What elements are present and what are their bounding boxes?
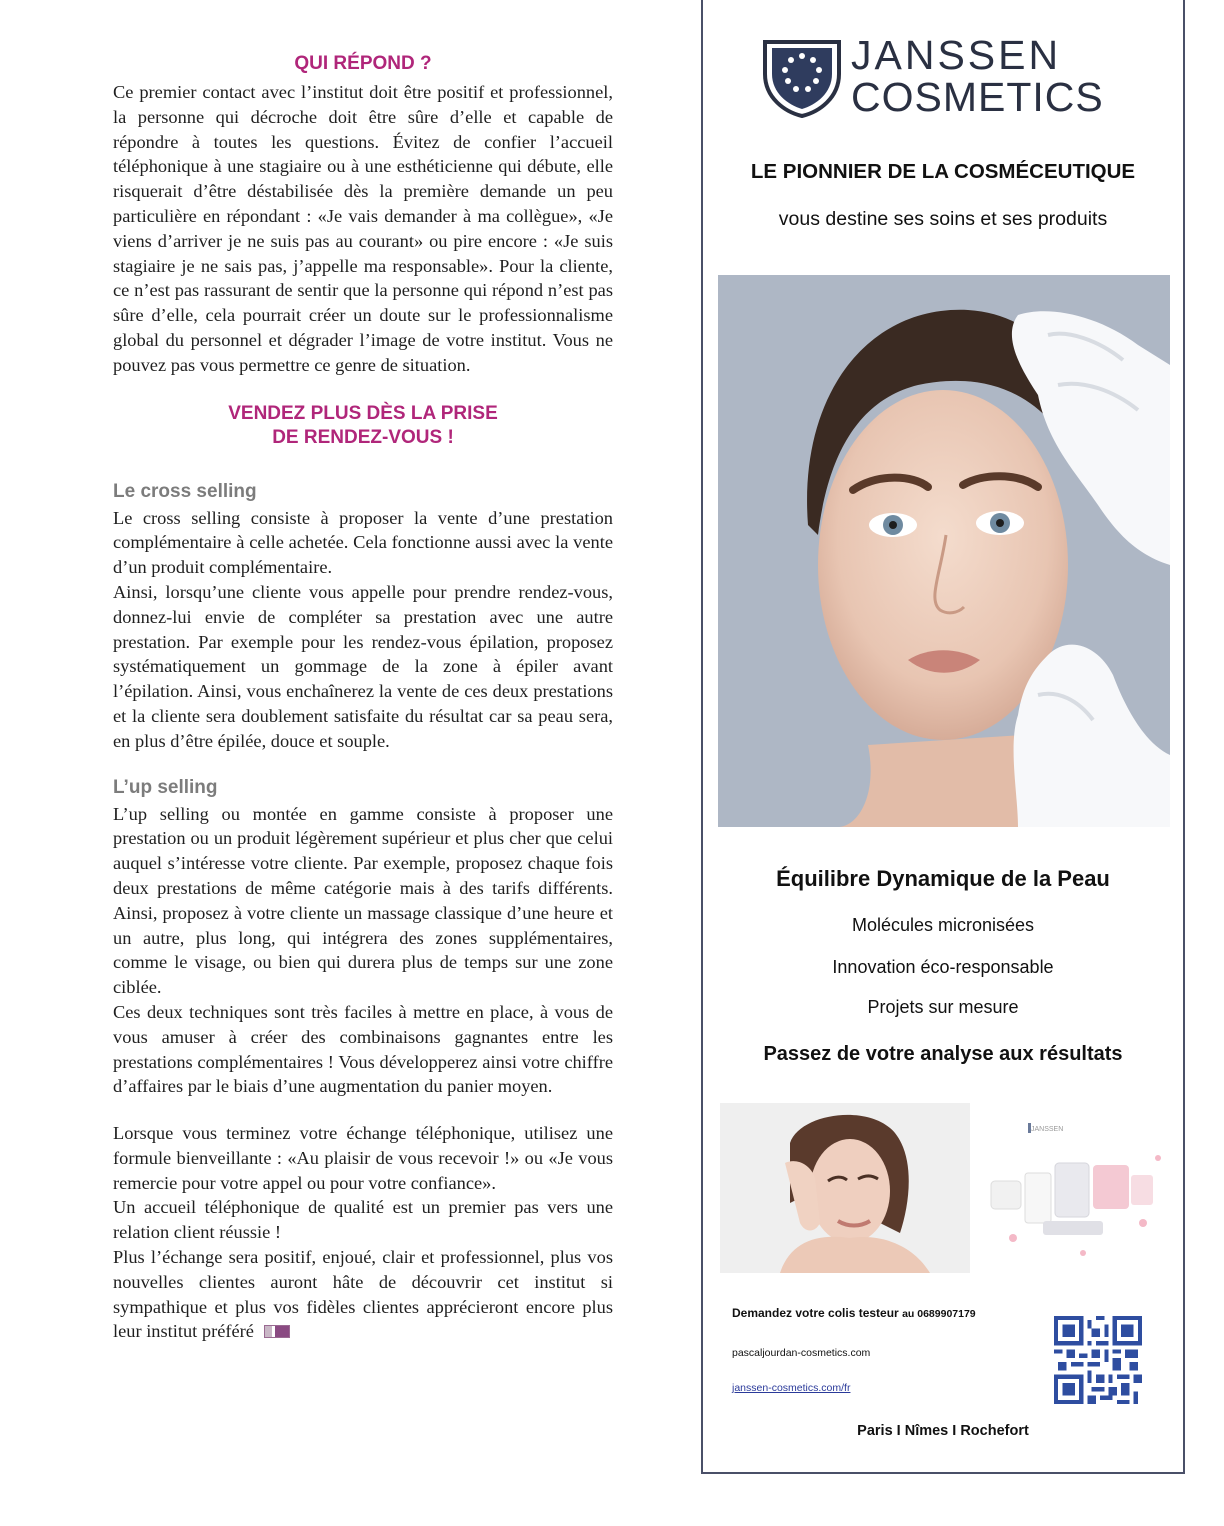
ad-tagline: LE PIONNIER DE LA COSMÉCEUTIQUE [750, 160, 1136, 183]
feature-title: Équilibre Dynamique de la Peau [776, 866, 1110, 891]
product-lineup-image [973, 1103, 1173, 1273]
contact-phone: au 0689907179 [902, 1308, 976, 1320]
contact-text: Demandez votre colis testeur [732, 1306, 899, 1320]
contact-line [732, 1306, 976, 1320]
paragraph-up-selling-1: L’up selling ou montée en gamme consiste à proposer une prestation ou un produit légèrement supérieur et plus cher que celui auquel s’intéresse votre cliente. Par exemple, proposez chaque fois deux prestations de même catégorie mais à des tarifs différents. Ainsi, proposez à votre cliente un massage classique d’une heure et un autre, plus long, qui intégrera des zones supplémentaires, comme le visage, ou bien qui durera plus de temps sur une zone ciblée. [113, 803, 613, 998]
city-locations: Paris I Nîmes I Rochefort [857, 1423, 1029, 1439]
shield-logo-icon [763, 38, 841, 118]
ad-subtagline: vous destine ses soins et ses produits [778, 208, 1108, 230]
subheading-cross-selling: Le cross selling [113, 480, 257, 502]
paragraph-qui-repond: Ce premier contact avec l’institut doit être positif et professionnel, la personne qui décroche doit être sûre d’elle et capable de répondre à toutes les questions. Évitez de confier l’accueil téléphonique à une stagiaire ou à une esthéticienne qui débute, elle risquerait d’être déstabilisée dès la première demande un peu particulière en répondant : «Je vais demander à ma collègue», «Je viens d’arriver je ne suis pas au courant» ou pire encore : «Je suis stagiaire je ne sais pas, j’appelle ma responsable». Pour la cliente, ce n’est pas rassurant de sentir que la personne qui répond n’est pas sûre d’elle, cela pourrait créer un doute sur le professionnalisme global du personnel et dégrader l’image de votre institut. Vous ne pouvez pas vous permettre ce genre de situation. [113, 82, 613, 375]
brand-name [851, 34, 1104, 118]
paragraph-closing-1: Lorsque vous terminez votre échange téléphonique, utilisez une formule bienveillante : «Au plaisir de vous recevoir !» ou «Je vous remercie pour votre appel ou pour votre confiance». [113, 1123, 613, 1193]
heading-vendez-plus [113, 402, 613, 450]
paragraph-cross-selling-2: Ainsi, lorsqu’une cliente vous appelle pour prendre rendez-vous, donnez-lui envie de compléter sa prestation avec une autre prestation. Par exemple pour les rendez-vous épilation, proposez systématiquement un gommage de la zone à épiler avant l’épilation. Ainsi, vous enchaînerez la vente de ces deux prestations et la cliente sera doublement satisfaite du résultat car sa peau sera, en plus d’être épilée, douce et souple. [113, 581, 613, 751]
heading-vendez-plus-line1: VENDEZ PLUS DÈS LA PRISE [228, 402, 498, 424]
paragraph-closing-3 [113, 1245, 613, 1344]
pascal-jourdan-link[interactable]: pascaljourdan-cosmetics.com [732, 1347, 871, 1359]
hero-face-illustration [718, 275, 1170, 827]
janssen-website-link[interactable]: janssen-cosmetics.com/fr [732, 1382, 851, 1394]
heading-qui-repond: QUI RÉPOND ? [294, 53, 432, 74]
paragraph-up-selling-2: Ces deux techniques sont très faciles à mettre en place, à vous de vous amuser à créer des combinaisons gagnantes entre les prestations complémentaires ! Vous développerez ainsi votre chiffre d’affaires par le biais d’une augmentation du panier moyen. [113, 1001, 613, 1097]
woman-portrait-illustration [720, 1103, 970, 1273]
feature-item-1: Molécules micronisées [851, 915, 1035, 935]
qr-code-icon[interactable] [1054, 1316, 1142, 1404]
ad-call-to-action: Passez de votre analyse aux résultats [763, 1043, 1123, 1065]
paragraph-closing-3-text: Plus l’échange sera positif, enjoué, clair et professionnel, plus vos nouvelles clientes auront hâte de découvrir cet institut si sympathique et plus vos fidèles clientes apprécieront encore plus leur institut préféré [113, 1247, 613, 1342]
paragraph-closing-2: Un accueil téléphonique de qualité est un premier pas vers une relation client réussie ! [113, 1197, 613, 1243]
brand-line1: JANSSEN [851, 32, 1062, 78]
product-lineup-illustration [973, 1103, 1173, 1273]
subheading-up-selling: L’up selling [113, 776, 218, 798]
article-column [113, 52, 613, 1344]
brand-line2: COSMETICS [851, 74, 1104, 120]
feature-item-3: Projets sur mesure [867, 997, 1019, 1017]
heading-vendez-plus-line2: DE RENDEZ-VOUS ! [272, 426, 454, 448]
paragraph-cross-selling-1: Le cross selling consiste à proposer la vente d’une prestation complémentaire à celle achetée. Cela fonctionne aussi avec la vente d’un produit complémentaire. [113, 507, 613, 578]
woman-portrait-image [720, 1103, 970, 1273]
product-box-brand: JANSSEN [1031, 1126, 1064, 1133]
end-of-article-icon [264, 1325, 290, 1338]
hero-face-image [718, 275, 1170, 827]
janssen-advertisement [701, 0, 1185, 1474]
feature-item-2: Innovation éco-responsable [832, 957, 1054, 977]
